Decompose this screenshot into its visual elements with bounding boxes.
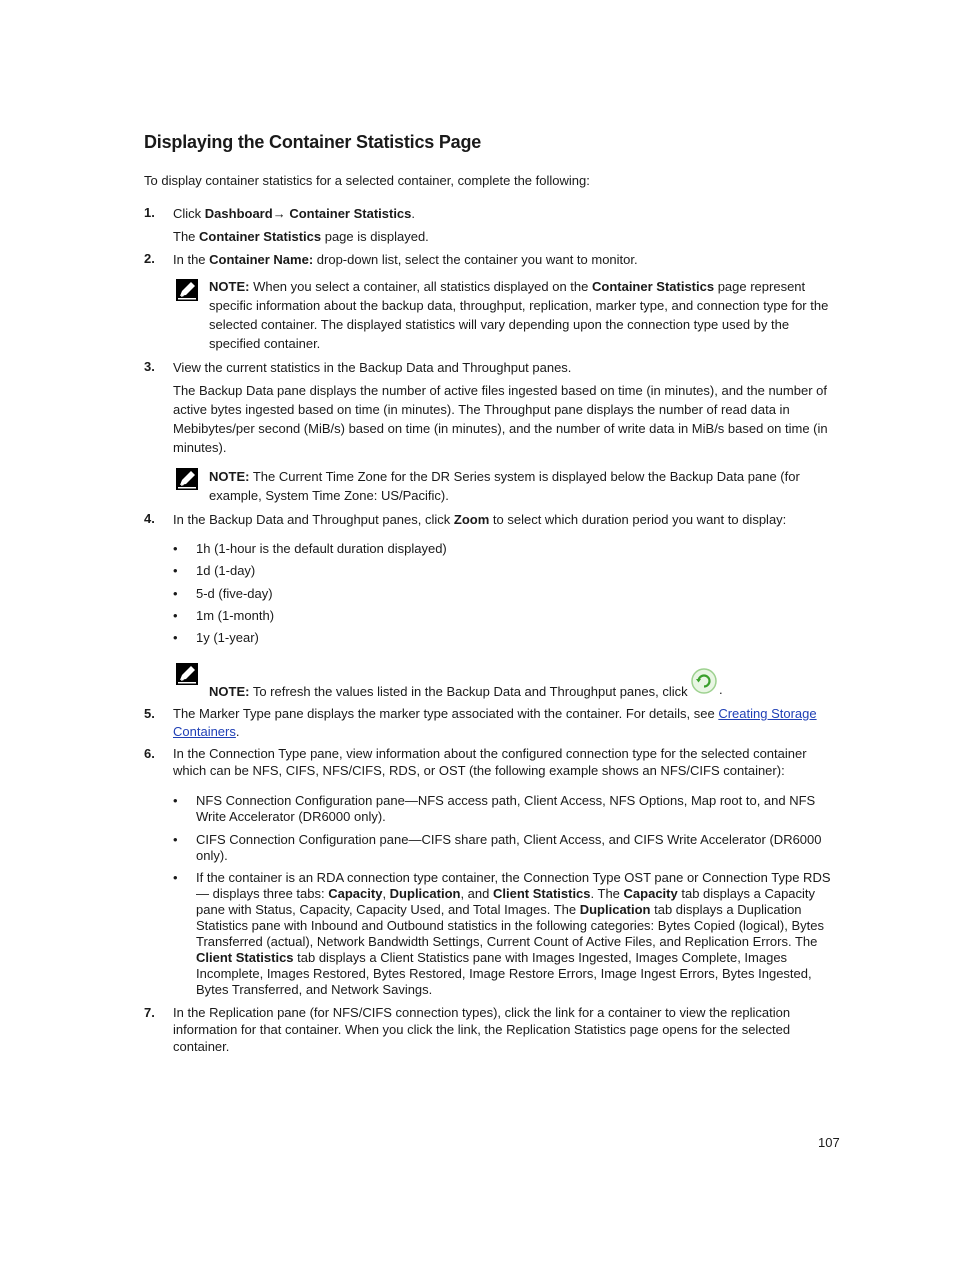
step-4-text: In the Backup Data and Throughput panes, click Zoom to select which duration period you want to display: xyxy=(173,512,787,527)
note-time-zone: NOTE: The Current Time Zone for the DR Series system is displayed below the Backup Data pane (for example, System Time Zone: US/Pacific). xyxy=(209,469,800,503)
bullet: • xyxy=(173,832,178,847)
bullet: • xyxy=(173,586,178,601)
step-6-text: In the Connection Type pane, view information about the configured connection type for the selected container which can be NFS, CIFS, NFS/CIFS, RDS, or OST (the following example shows an NFS/CIFS container): xyxy=(173,746,807,778)
step-number: 1. xyxy=(144,205,155,220)
bullet: • xyxy=(173,793,178,808)
step-number: 6. xyxy=(144,746,155,761)
refresh-icon[interactable] xyxy=(690,667,718,695)
note-refresh-period: . xyxy=(719,682,723,697)
connection-info-item: NFS Connection Configuration pane—NFS access path, Client Access, NFS Options, Map root to, and NFS Write Accelerator (DR6000 only). xyxy=(196,793,816,824)
note-refresh: NOTE: To refresh the values listed in the Backup Data and Throughput panes, click xyxy=(209,684,688,699)
step-2-text: In the Container Name: drop-down list, select the container you want to monitor. xyxy=(173,252,638,267)
step-5-text: The Marker Type pane displays the marker type associated with the container. For details, see Creating Storage Containers. xyxy=(173,706,817,739)
zoom-option: 1m (1-month) xyxy=(196,608,275,623)
zoom-option: 1d (1-day) xyxy=(196,563,256,578)
step-number: 5. xyxy=(144,706,155,721)
creating-storage-containers-link[interactable]: Creating Storage Containers xyxy=(173,706,817,739)
connection-info-item: CIFS Connection Configuration pane—CIFS share path, Client Access, and CIFS Write Accelerator (DR6000 only). xyxy=(196,832,822,863)
step-number: 2. xyxy=(144,251,155,266)
step-number: 3. xyxy=(144,359,155,374)
step-3-paragraph: The Backup Data pane displays the number of active files ingested based on time (in minutes), and the number of active bytes ingested based on time (in minutes). The Throughput pane displays the number of read data in Mebibytes/per second (MiB/s) based on time (in minutes), and the number of write data in MiB/s based on time (in minutes). xyxy=(173,383,828,455)
connection-info-item: If the container is an RDA connection type container, the Connection Type OST pane or Connection Type RDS — displays three tabs: Capacity, Duplication, and Client Statistics. The Capacity tab displays a Capacity pane with Status, Capacity, Capacity Used, and Total Images. The Duplication tab displays a Duplication Statistics pane with Inbound and Outbound statistics in the following categories: Bytes Copied (logical), Bytes Transferred (actual), Network Bandwidth Settings, Current Count of Active Files, and Replication Errors. The Client Statistics tab displays a Client Statistics pane with Images Ingested, Images Complete, Images Incomplete, Images Restored, Bytes Restored, Image Restore Errors, Image Ingest Errors, Bytes Ingested, Bytes Transferred, and Network Savings. xyxy=(196,870,831,997)
pencil-note-icon xyxy=(175,662,199,686)
page-number: 107 xyxy=(818,1135,840,1150)
step-1-text: Click Dashboard→ Container Statistics. xyxy=(173,206,416,221)
zoom-option: 1h (1-hour is the default duration displayed) xyxy=(196,541,447,556)
pencil-note-icon xyxy=(175,278,199,302)
zoom-option: 1y (1-year) xyxy=(196,630,259,645)
intro-text: To display container statistics for a selected container, complete the following: xyxy=(144,173,590,188)
bullet: • xyxy=(173,541,178,556)
bullet: • xyxy=(173,563,178,578)
bullet: • xyxy=(173,608,178,623)
step-number: 4. xyxy=(144,511,155,526)
step-3-text: View the current statistics in the Backup Data and Throughput panes. xyxy=(173,360,572,375)
step-number: 7. xyxy=(144,1005,155,1020)
step-1-result: The Container Statistics page is displayed. xyxy=(173,229,429,244)
step-7-text: In the Replication pane (for NFS/CIFS connection types), click the link for a container to view the replication information for that container. When you click the link, the Replication Statistics page opens for the selected container. xyxy=(173,1005,791,1054)
bullet: • xyxy=(173,870,178,885)
pencil-note-icon xyxy=(175,467,199,491)
zoom-option: 5-d (five-day) xyxy=(196,586,273,601)
note-container-statistics: NOTE: When you select a container, all statistics displayed on the Container Statistics page represent specific information about the backup data, throughput, replication, marker type, and connection type for the selected container. The displayed statistics will vary depending upon the connection type used by the specified container. xyxy=(209,279,829,351)
page-title: Displaying the Container Statistics Page xyxy=(144,132,482,152)
bullet: • xyxy=(173,630,178,645)
